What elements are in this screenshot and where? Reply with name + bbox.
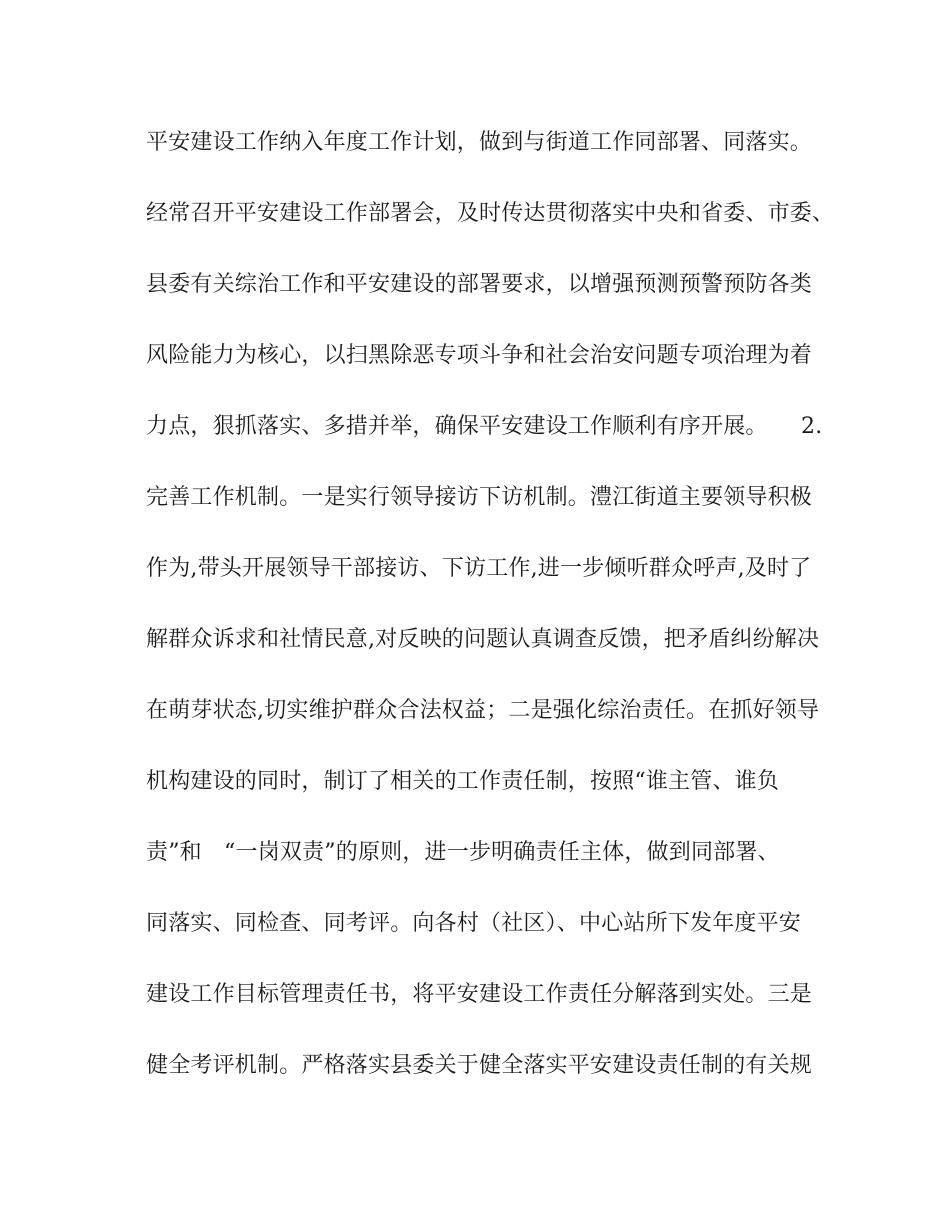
text-line-6: 完善工作机制。一是实行领导接访下访机制。澧江街道主要领导积极	[146, 485, 813, 510]
text-line-13: 建设工作目标管理责任书，将平安建设工作责任分解落到实处。三是	[146, 982, 813, 1007]
text-line-14: 健全考评机制。严格落实县委关于健全落实平安建设责任制的有关规	[146, 1053, 813, 1078]
text-line-3: 县委有关综治工作和平安建设的部署要求，以增强预测预警预防各类	[146, 272, 813, 297]
text-line-8: 解群众诉求和社情民意,对反映的问题认真调查反馈，把矛盾纠纷解决	[146, 627, 820, 652]
text-line-4: 风险能力为核心，以扫黑除恶专项斗争和社会治安问题专项治理为着	[146, 343, 813, 368]
text-line-10: 机构建设的同时，制订了相关的工作责任制，按照“谁主管、谁负	[146, 769, 780, 794]
text-line-5: 力点，狠抓落实、多措并举，确保平安建设工作顺利有序开展。 2.	[146, 414, 823, 439]
text-line-2: 经常召开平安建设工作部署会，及时传达贯彻落实中央和省委、市委、	[146, 201, 835, 226]
text-line-7: 作为,带头开展领导干部接访、下访工作,进一步倾听群众呼声,及时了	[146, 556, 812, 581]
text-line-12: 同落实、同检查、同考评。向各村（社区）、中心站所下发年度平安	[146, 911, 802, 936]
text-line-1: 平安建设工作纳入年度工作计划，做到与街道工作同部署、同落实。	[146, 130, 813, 155]
text-line-9: 在萌芽状态,切实维护群众合法权益；二是强化综治责任。在抓好领导	[146, 698, 820, 723]
text-line-11: 责”和 “一岗双责”的原则，进一步明确责任主体，做到同部署、	[146, 840, 780, 865]
